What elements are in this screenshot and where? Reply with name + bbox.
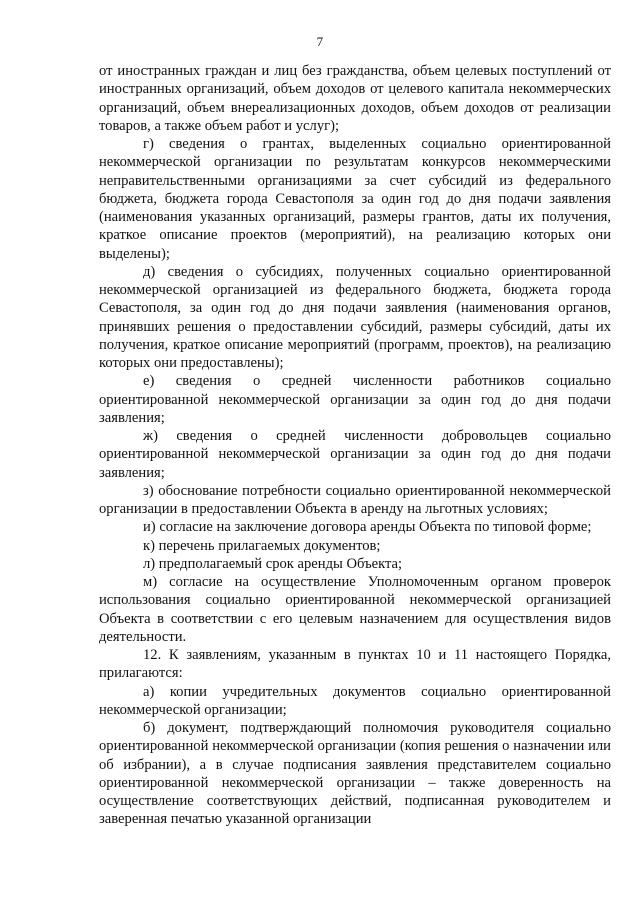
paragraph-item-z: з) обоснование потребности социально ориентированной некоммерческой организации в предоставлении Объекта в аренду на льготных условиях; bbox=[99, 482, 611, 517]
paragraph-item-l: л) предполагаемый срок аренды Объекта; bbox=[143, 555, 403, 572]
page-number: 7 bbox=[316, 34, 324, 49]
paragraph-item-g: г) сведения о грантах, выделенных социально ориентированной некоммерческой организации по результатам конкурсов некоммерческими неправительственными организациями за счет субсидий из федерального бюджета, бюджета города Севастополя за один год до дня подачи заявления (наименования указанных организаций, размеры грантов, даты их получения, краткое описание проектов (мероприятий), на реализацию которых они выделены); bbox=[99, 136, 611, 262]
paragraph-attachment-a: а) копии учредительных документов социально ориентированной некоммерческой организации; bbox=[99, 683, 611, 718]
paragraph-item-m: м) согласие на осуществление Уполномоченным органом проверок использования социально ориентированной некоммерческой организацией Объекта в соответствии с его целевым назначением для осуществления видов деятельности. bbox=[99, 574, 611, 645]
paragraph-item-d: д) сведения о субсидиях, полученных социально ориентированной некоммерческой организацией из федерального бюджета, бюджета города Севастополя, за один год до дня подачи заявления (наименования органов, принявших решения о предоставлении субсидий, размеры субсидий, даты их получения, краткое описание мероприятий (программ, проектов), на реализацию которых они предоставлены); bbox=[99, 263, 611, 371]
paragraph-item-e: е) сведения о средней численности работников социально ориентированной некоммерческой организации за один год до дня подачи заявления; bbox=[99, 373, 611, 426]
paragraph-section-12: 12. К заявлениям, указанным в пунктах 10 и 11 настоящего Порядка, прилагаются: bbox=[99, 647, 611, 682]
paragraph-item-i: и) согласие на заключение договора аренды Объекта по типовой форме; bbox=[143, 519, 592, 536]
document-body bbox=[99, 62, 611, 829]
paragraph-attachment-b: б) документ, подтверждающий полномочия руководителя социально ориентированной некоммерческой организации (копия решения о назначении или об избрании), а в случае подписания заявления представителем социально ориентированной некоммерческой организации – также доверенность на осуществление соответствующих действий, подписанная руководителем и заверенная печатью указанной организации bbox=[99, 720, 611, 828]
paragraph-item-zh: ж) сведения о средней численности добровольцев социально ориентированной некоммерческой организации за один год до дня подачи заявления; bbox=[99, 428, 611, 481]
paragraph-item-k: к) перечень прилагаемых документов; bbox=[143, 537, 381, 554]
paragraph-continuation: от иностранных граждан и лиц без гражданства, объем целевых поступлений от иностранных организаций, объем доходов от целевого капитала некоммерческих организаций, объем внереализационных доходов, объем доходов от реализации товаров, а также объем работ и услуг); bbox=[99, 63, 611, 134]
